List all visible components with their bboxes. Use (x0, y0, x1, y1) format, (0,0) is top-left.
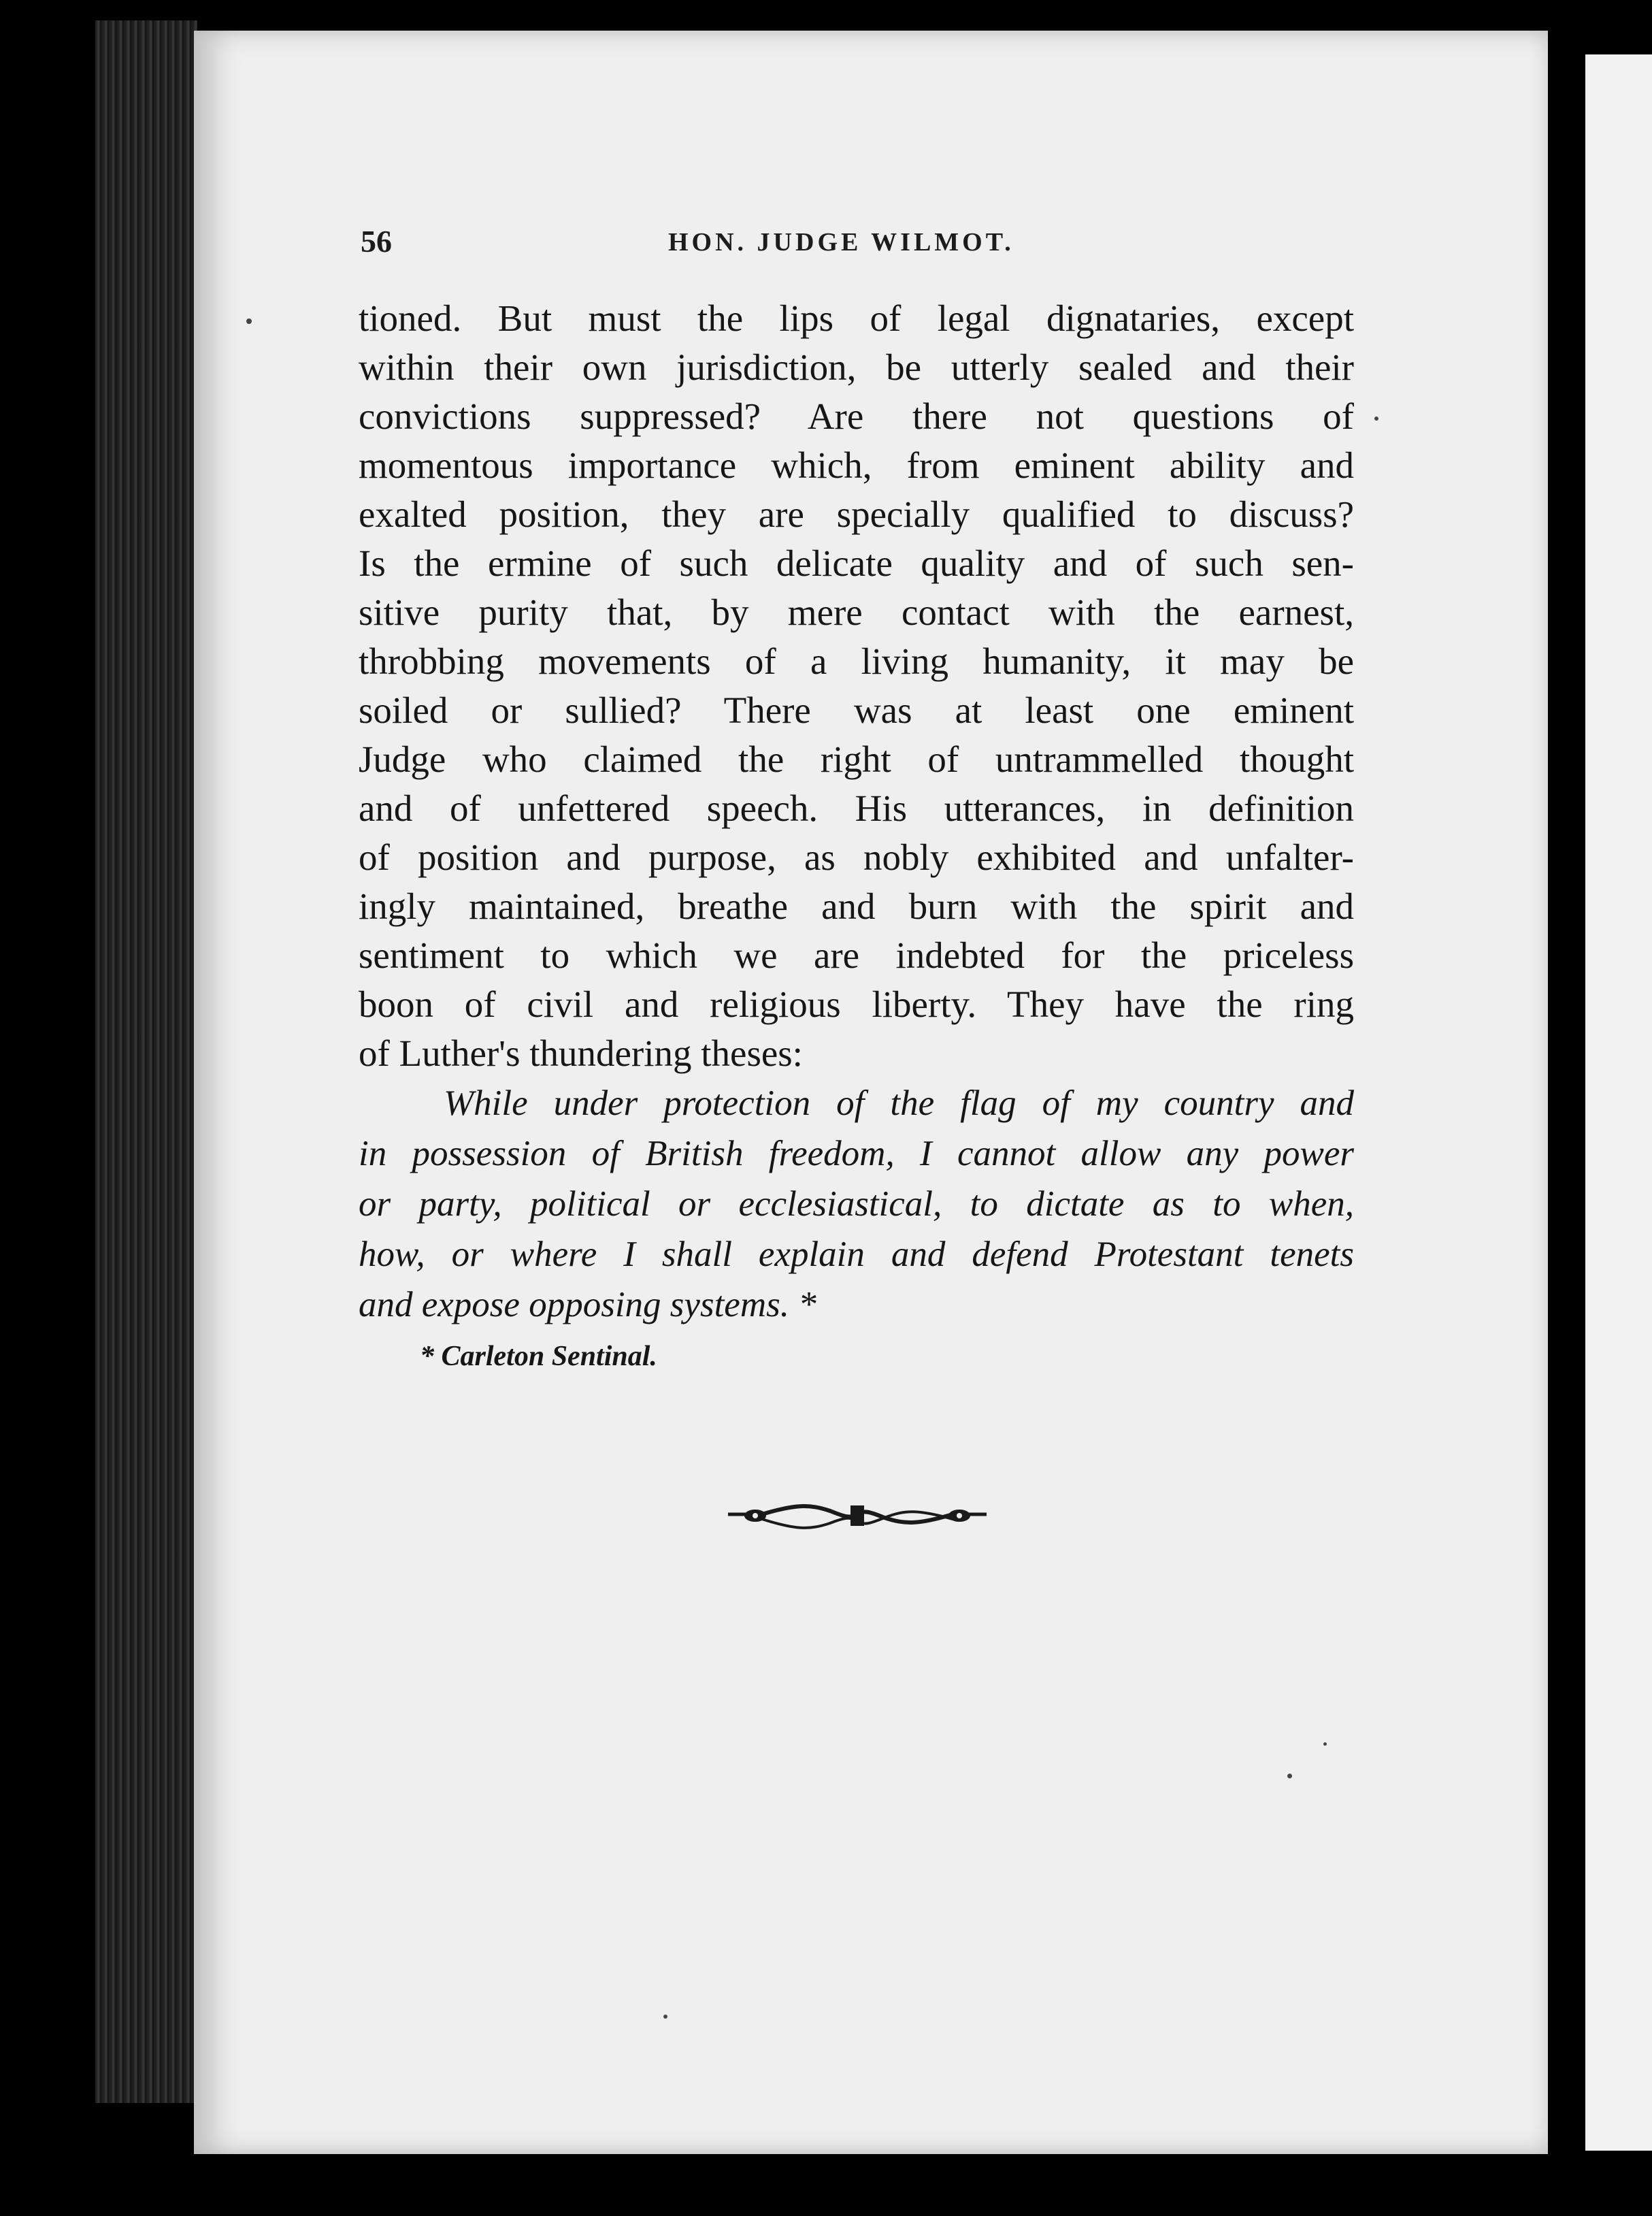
body-line: exalted position, they are specially qualified to discuss? (359, 493, 1354, 535)
page-header (361, 223, 1354, 264)
book-page-edges (95, 20, 197, 2103)
body-line: of Luther's thundering theses: (359, 1032, 803, 1074)
body-line: boon of civil and religious liberty. They have the ring (359, 983, 1354, 1025)
quote-line: or party, political or ecclesiastical, to dictate as to when, (359, 1184, 1354, 1224)
running-head: HON. JUDGE WILMOT. (668, 228, 1014, 257)
body-line: Is the ermine of such delicate quality and of such sen- (359, 542, 1354, 584)
quote-line: and expose opposing systems. * (359, 1285, 816, 1324)
body-line: within their own jurisdiction, be utterly sealed and their (359, 346, 1354, 388)
body-line: Judge who claimed the right of untrammelled thought (359, 738, 1354, 780)
quote-line: in possession of British freedom, I cannot allow any power (359, 1134, 1354, 1173)
body-line: sentiment to which we are indebted for the priceless (359, 934, 1354, 976)
body-line: and of unfettered speech. His utterances, in definition (359, 787, 1354, 829)
footnote: * Carleton Sentinal. (420, 1341, 657, 1372)
body-line: ingly maintained, breathe and burn with the spirit and (359, 885, 1354, 927)
quote-line: While under protection of the flag of my country and (444, 1083, 1354, 1123)
page-number: 56 (361, 224, 392, 259)
body-line: soiled or sullied? There was at least one eminent (359, 689, 1354, 731)
body-line: sitive purity that, by mere contact with the earnest, (359, 591, 1354, 633)
body-line: throbbing movements of a living humanity, it may be (359, 640, 1354, 682)
page-body (359, 294, 1354, 1380)
body-line: of position and purpose, as nobly exhibited and unfalter- (359, 836, 1354, 878)
body-line: tioned. But must the lips of legal dignataries, except (359, 297, 1354, 339)
quote-line: how, or where I shall explain and defend Protestant tenets (359, 1235, 1354, 1274)
body-line: momentous importance which, from eminent ability and (359, 444, 1354, 486)
decorative-ornament (721, 1490, 993, 1538)
next-page-edge (1585, 54, 1652, 2151)
body-line: convictions suppressed? Are there not questions of (359, 395, 1354, 437)
